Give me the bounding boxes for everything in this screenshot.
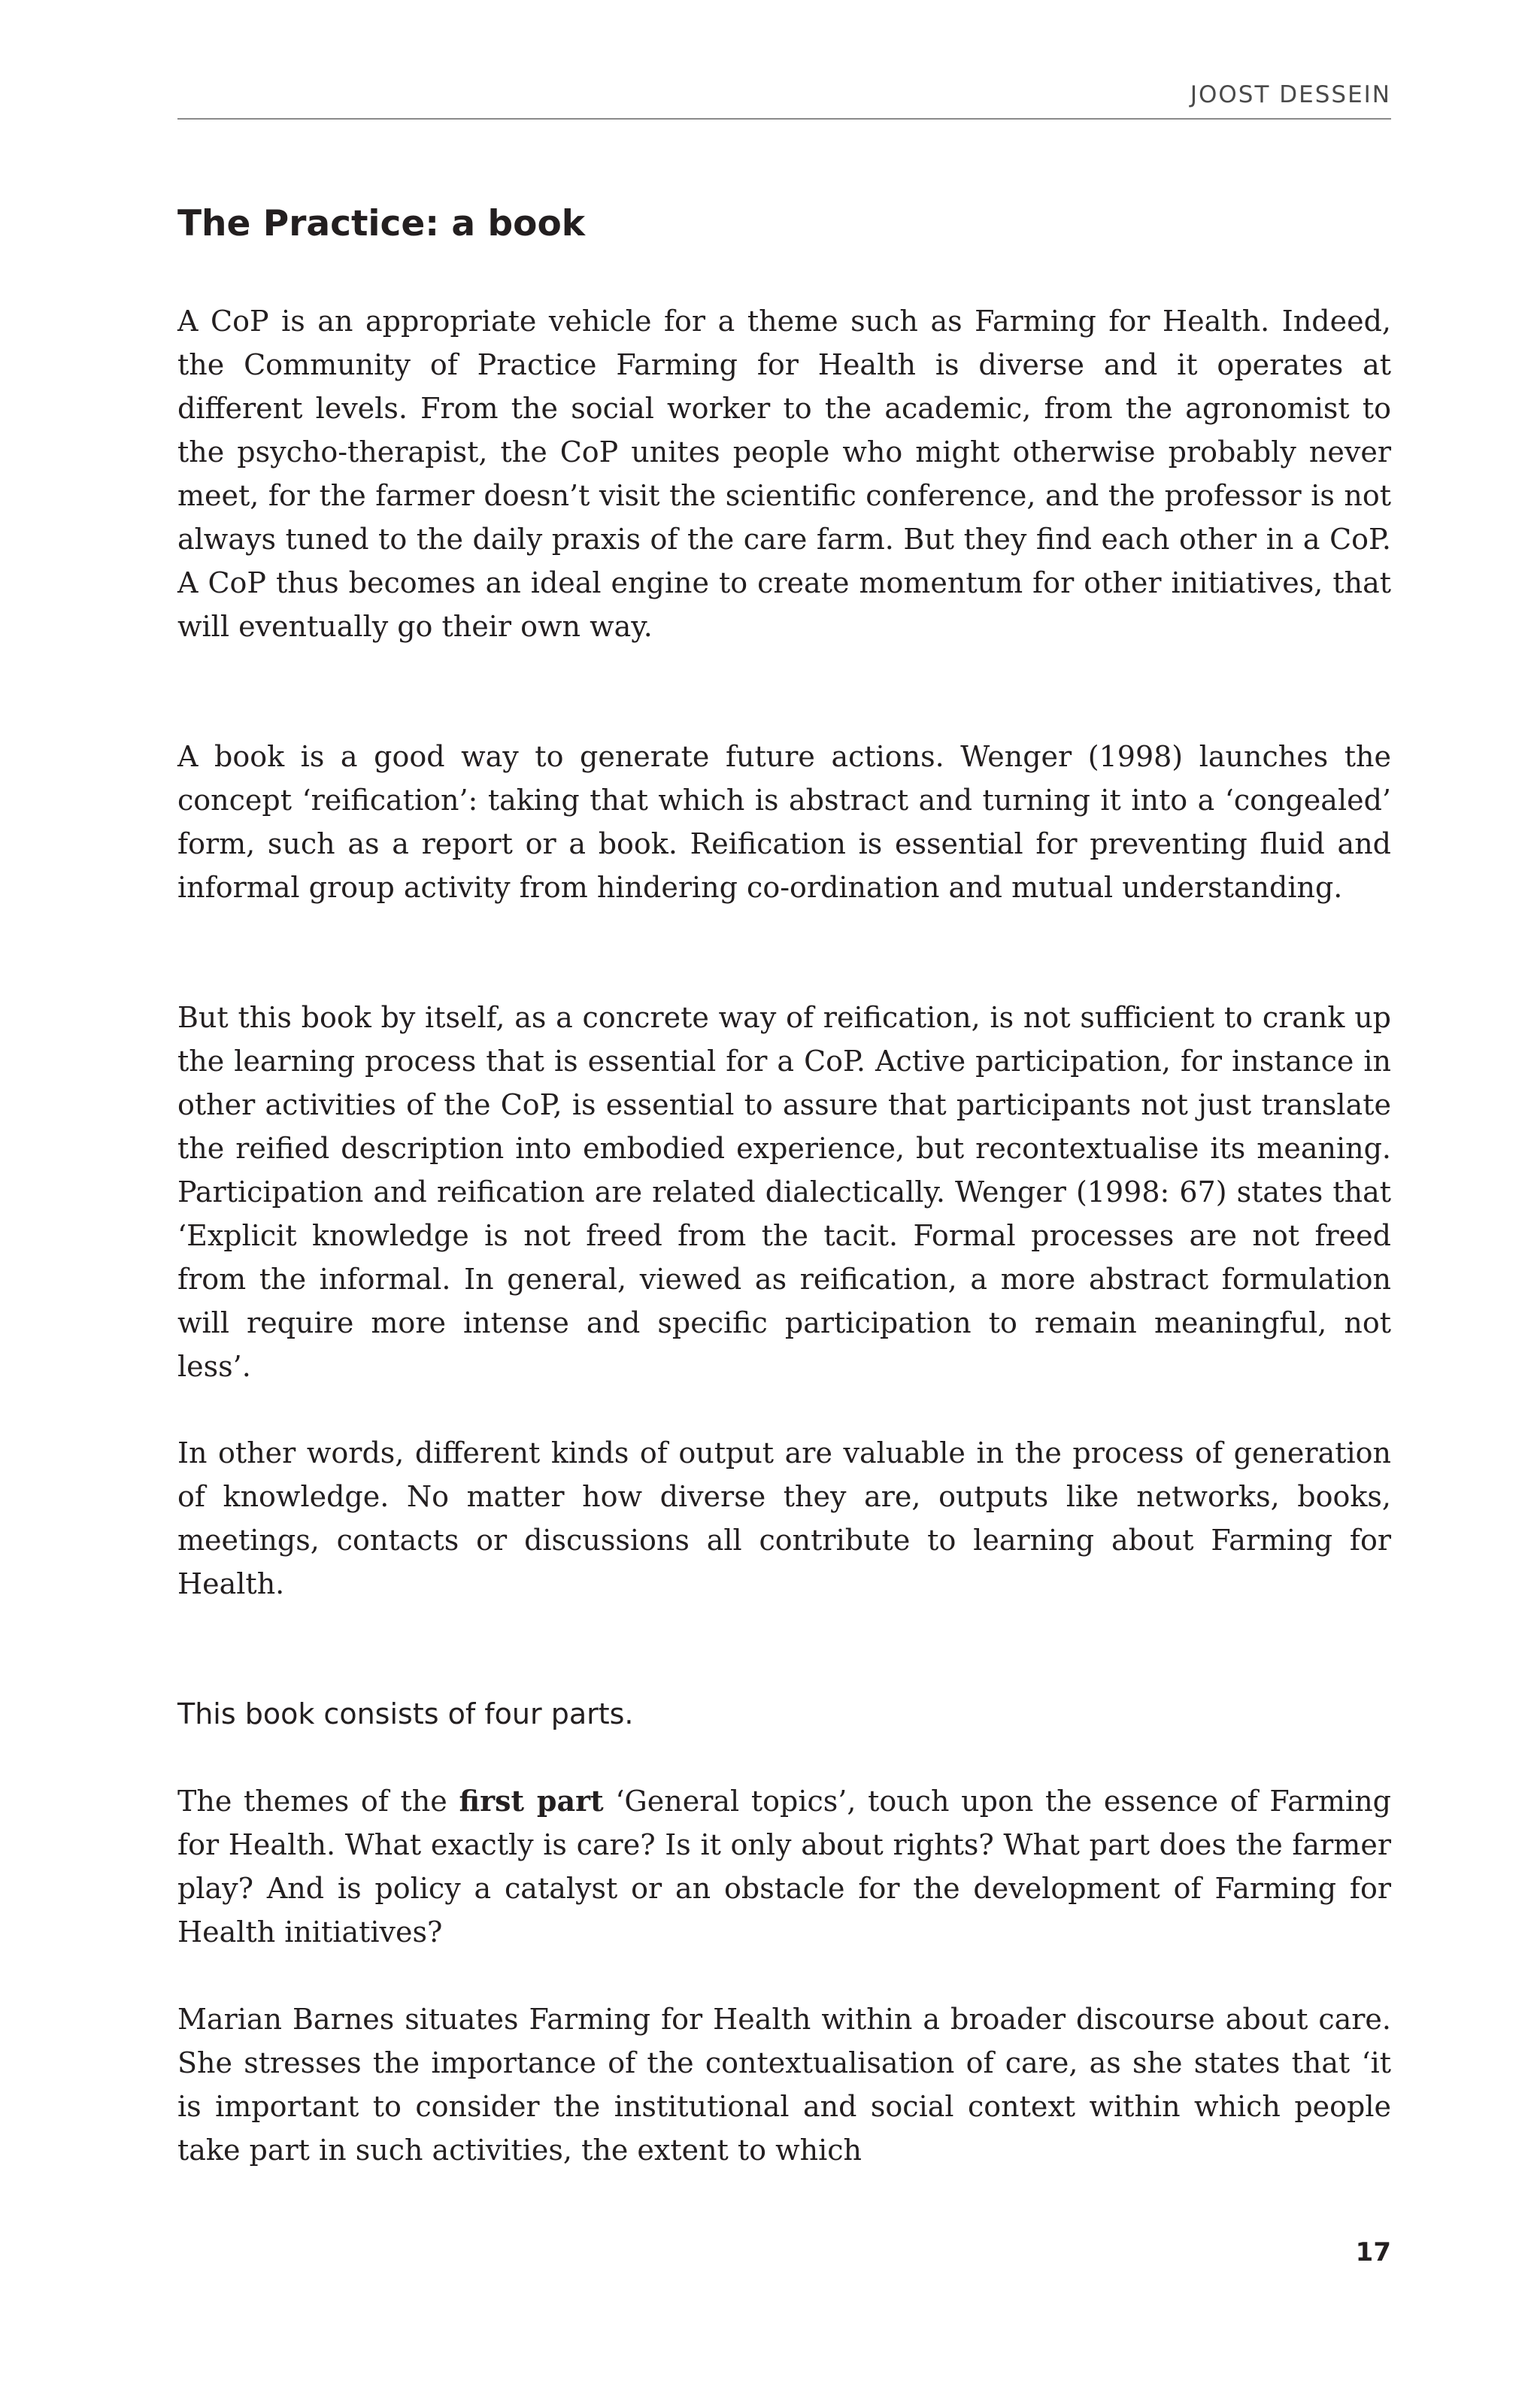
paragraph-four-parts: This book consists of four parts. — [177, 1697, 634, 1730]
paragraph-participation: But this book by itself, as a concrete way of reification, is not sufficient to crank up the learning process that is essential for a CoP. Active participation, for instance in other activities of the CoP, is essential to assure that participants not just translate the reified description into embodied experience, but recontextualise its meaning. Participation and reification are related dialectically. Wenger (1998: 67) states that ‘Explicit knowledge is not freed from the tacit. Formal processes are not freed from the informal. In general, viewed as reification, a more abstract formulation will require more intense and specific participation to remain meaningful, not less’. — [177, 1001, 1391, 1383]
section-title: The Practice: a book — [177, 203, 585, 244]
paragraph-marian-barnes: Marian Barnes situates Farming for Health within a broader discourse about care. She stresses the importance of the contextualisation of care, as she states that ‘it is important to consider the institutional and social context within which people take part in such activities, the extent to which — [177, 2003, 1391, 2167]
running-head: JOOST DESSEIN — [1190, 81, 1391, 108]
first-part-intro: The themes of the — [177, 1785, 459, 1818]
paragraph-output: In other words, different kinds of output are valuable in the process of generation of knowledge. No matter how diverse they are, outputs like networks, books, meetings, contacts or discussions all contribute to learning about Farming for Health. — [177, 1436, 1391, 1600]
first-part-bold: first part — [459, 1784, 604, 1818]
first-part-rest: ‘General topics’, touch upon the essence of Farming for Health. What exactly is care? Is it only about rights? What part does the farmer play? And is policy a catalyst or an obstacle for the development of Farming for Health initiatives? — [177, 1785, 1391, 1949]
header-rule — [177, 118, 1391, 120]
paragraph-first-part — [177, 1779, 1391, 1954]
page-number: 17 — [1355, 2237, 1391, 2267]
paragraph-book-reification: A book is a good way to generate future actions. Wenger (1998) launches the concept ‘reification’: taking that which is abstract and turning it into a ‘congealed’ form, such as a report or a book. Reification is essential for preventing fluid and informal group activity from hindering co-ordination and mutual understanding. — [177, 740, 1391, 904]
paragraph-cop-vehicle: A CoP is an appropriate vehicle for a theme such as Farming for Health. Indeed, the Community of Practice Farming for Health is diverse and it operates at different levels. From the social worker to the academic, from the agronomist to the psycho-therapist, the CoP unites people who might otherwise probably never meet, for the farmer doesn’t visit the scientific conference, and the professor is not always tuned to the daily praxis of the care farm. But they find each other in a CoP. A CoP thus becomes an ideal engine to create momentum for other initiatives, that will eventually go their own way. — [177, 305, 1391, 643]
